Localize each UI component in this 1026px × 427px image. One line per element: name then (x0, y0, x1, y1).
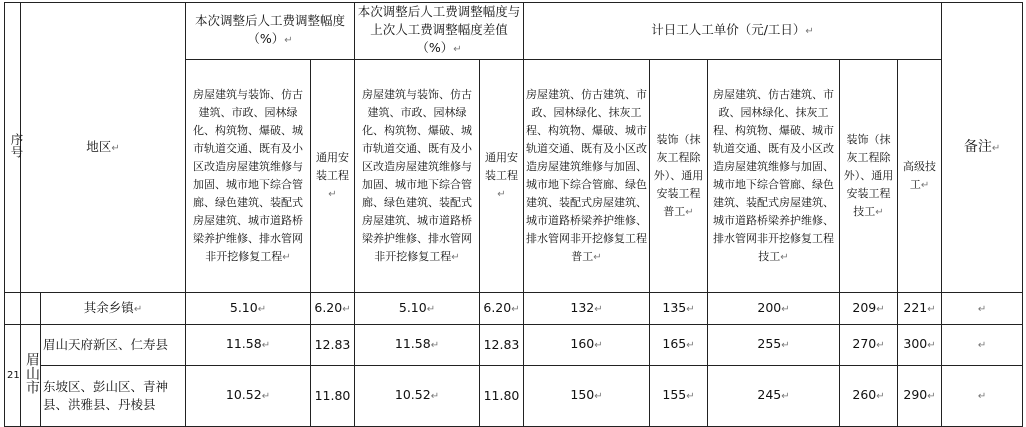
value-cell: 132↵ (524, 293, 650, 325)
region-cell: 眉山天府新区、仁寿县 (41, 325, 186, 366)
value-cell: 10.52↵ (355, 366, 480, 427)
value-cell: 12.83 (480, 325, 524, 366)
value-cell: 150↵ (524, 366, 650, 427)
value-cell: 290↵ (898, 366, 942, 427)
value-cell: 270↵ (840, 325, 898, 366)
col-building-diff: 房屋建筑与装饰、仿古建筑、市政、园林绿化、构筑物、爆破、城市轨道交通、既有及小区改造房屋建筑维修与加固、城市地下综合管廊、绿色建筑、装配式房屋建筑、城市道路桥梁养护维修、排水管网非开挖修复工程↵ (355, 60, 480, 293)
remark-cell: ↵ (942, 293, 1023, 325)
value-cell: 5.10↵ (186, 293, 311, 325)
group-diff-header: 本次调整后人工费调整幅度与上次人工费调整幅度差值（%）↵ (355, 3, 524, 60)
table-row (5, 366, 1023, 427)
value-cell: 6.20↵ (480, 293, 524, 325)
table-row (5, 325, 1023, 366)
value-cell: 11.80 (480, 366, 524, 427)
remark-cell: ↵ (942, 325, 1023, 366)
value-cell: 11.58↵ (355, 325, 480, 366)
city-cell (21, 293, 41, 325)
group-daywork-header: 计日工人工单价（元/工日）↵ (524, 3, 942, 60)
remark-header: 备注↵ (942, 3, 1023, 293)
value-cell: 255↵ (708, 325, 840, 366)
value-cell: 245↵ (708, 366, 840, 427)
seq-header: 序号 (5, 3, 21, 293)
col-tech-worker: 房屋建筑、仿古建筑、市政、园林绿化、抹灰工程、构筑物、爆破、城市轨道交通、既有及小区改造房屋建筑维修与加固、城市地下综合管廊、绿色建筑、装配式房屋建筑、城市道路桥梁养护维修、排水管网非开挖修复工程技工↵ (708, 60, 840, 293)
seq-cell (5, 293, 21, 325)
value-cell: 160↵ (524, 325, 650, 366)
seq-cell: 21 (5, 325, 21, 427)
remark-cell: ↵ (942, 366, 1023, 427)
col-install-diff: 通用安装工程↵ (480, 60, 524, 293)
value-cell: 11.58↵ (186, 325, 311, 366)
col-install-adjust: 通用安装工程↵ (311, 60, 355, 293)
col-decor-tech-worker: 装饰（抹灰工程除外）、通用安装工程技工↵ (840, 60, 898, 293)
labor-cost-table (4, 2, 1023, 427)
table-row (5, 293, 1023, 325)
city-cell: 眉山市 (21, 325, 41, 427)
group-adjust-header: 本次调整后人工费调整幅度（%）↵ (186, 3, 355, 60)
region-cell: 东坡区、彭山区、青神县、洪雅县、丹棱县 (41, 366, 186, 427)
region-cell: 其余乡镇↵ (41, 293, 186, 325)
value-cell: 6.20↵ (311, 293, 355, 325)
value-cell: 5.10↵ (355, 293, 480, 325)
value-cell: 11.80 (311, 366, 355, 427)
col-decor-general-worker: 装饰（抹灰工程除外）、通用安装工程普工↵ (650, 60, 708, 293)
value-cell: 135↵ (650, 293, 708, 325)
value-cell: 155↵ (650, 366, 708, 427)
value-cell: 300↵ (898, 325, 942, 366)
value-cell: 260↵ (840, 366, 898, 427)
value-cell: 12.83 (311, 325, 355, 366)
value-cell: 165↵ (650, 325, 708, 366)
value-cell: 221↵ (898, 293, 942, 325)
col-general-worker: 房屋建筑、仿古建筑、市政、园林绿化、抹灰工程、构筑物、爆破、城市轨道交通、既有及小区改造房屋建筑维修与加固、城市地下综合管廊、绿色建筑、装配式房屋建筑、城市道路桥梁养护维修、排水管网非开挖修复工程普工↵ (524, 60, 650, 293)
col-building-adjust: 房屋建筑与装饰、仿古建筑、市政、园林绿化、构筑物、爆破、城市轨道交通、既有及小区改造房屋建筑维修与加固、城市地下综合管廊、绿色建筑、装配式房屋建筑、城市道路桥梁养护维修、排水管网非开挖修复工程↵ (186, 60, 311, 293)
col-senior-tech: 高级技工↵ (898, 60, 942, 293)
value-cell: 10.52↵ (186, 366, 311, 427)
value-cell: 209↵ (840, 293, 898, 325)
value-cell: 200↵ (708, 293, 840, 325)
header-row-1 (5, 3, 1023, 60)
region-header: 地区↵ (21, 3, 186, 293)
